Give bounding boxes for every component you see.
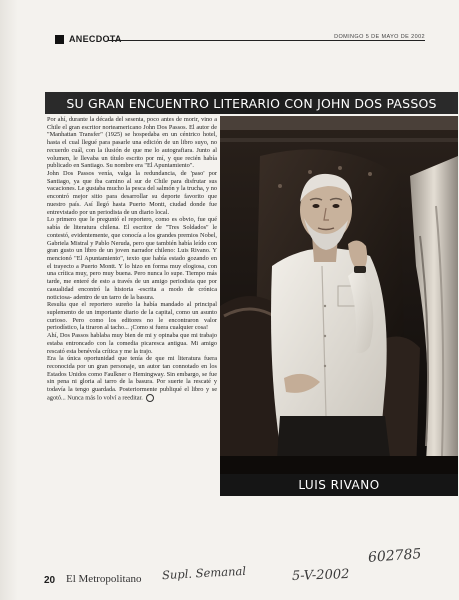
- article-paragraph: John Dos Passos venía, valga la redundancia, de 'paso' por Santiago, ya que iba camino al sur de Chile para disfrutar sus vacaciones. Le gustaba mucho la pesca del salmón y la trucha, y no encontró mejor sitio para desarrollar su deporte favorito que nuestro país. Así llegó hasta Puerto Montt, ciudad donde fue entrevistado por un periodista de un diario local.: [47, 170, 217, 216]
- article-body: [47, 116, 217, 478]
- section-marker-icon: [55, 35, 64, 44]
- headline: SU GRAN ENCUENTRO LITERARIO CON JOHN DOS PASSOS: [66, 95, 437, 111]
- header-rule: [108, 40, 425, 41]
- headline-band: [45, 92, 458, 114]
- article-paragraph: Resulta que el reportero sureño la había mandado al principal suplemento de un importante diario de la capital, como un asunto curioso. Pero como los editores no le encontraron valor periodístico, la tiraron al tacho... ¡Como si fuera cualquier cosa!: [47, 301, 217, 332]
- handwritten-archive-number: 602785: [367, 546, 422, 566]
- portrait-illustration: [220, 116, 458, 474]
- issue-date: DOMINGO 5 DE MAYO DE 2002: [330, 34, 425, 40]
- article-paragraph: Ahí, Dos Passos hablaba muy bien de mi y opinaba que mi trabajo estaba entroncado con la comedia picaresca antigua. Mi amigo rescató esta benévola crítica y me la trajo.: [47, 332, 217, 355]
- article-paragraph-last: [47, 355, 217, 402]
- article-paragraph: Lo primero que le preguntó el reportero, como es obvio, fue qué sabía de literatura chilena. El escritor de "Tres Soldados" le contestó, evidentemente, que conocía a los grandes premios Nobel, Gabriela Mistral y Pablo Neruda, pero que también había leído con gran gusto un libro de un joven narrador chileno: Luis Rivano. Y mencionó "El Apuntamiento", texto que había estado gozando en el trayecto a Puerto Montt. Y lo hizo en forma muy elogiosa, con una crítica muy, pero muy buena. Pero nunca lo supe. Tiempo más tarde, me enteré de esto a través de un amigo periodista que por casualidad encontró la historia -escrita a modo de crónica noticiosa- adentro de un tarro de la basura.: [47, 216, 217, 301]
- section-tag: [55, 34, 122, 44]
- scan-margin: [0, 0, 18, 600]
- photo-caption: LUIS RIVANO: [298, 478, 380, 492]
- publication-name: El Metropolitano: [66, 573, 142, 585]
- section-label: ANECDOTA: [69, 34, 122, 44]
- article-paragraph-text: Era la única oportunidad que tenía de que mi literatura fuera reconocida por un gran personaje, un autor tan connotado en los Estados Unidos como Faulkner o Hemingway. Sin embargo, se fue sin pena ni gloria al tarro de la basura. Por suerte la rescaté y todavía la tengo guardada. Posteriormente publiqué el libro y se agotó... Nunca más lo volví a reeditar.: [47, 355, 217, 402]
- caption-band: [220, 474, 458, 496]
- handwritten-date: 5-V-2002: [291, 567, 350, 584]
- handwritten-source: Supl. Semanal: [161, 563, 247, 583]
- portrait-photo: [220, 116, 458, 474]
- page-number: 20: [44, 575, 56, 586]
- end-mark-icon: [146, 394, 154, 402]
- article-paragraph: Por ahí, durante la década del sesenta, poco antes de morir, vino a Chile el gran escritor norteamericano John Dos Passos. El autor de "Manhattan Transfer" (1925) se hospedaba en un céntrico hotel, hasta el cual llegué para pasarle una edición de un libro suyo, no recuerdo cuál, con la ilusión de que me lo autografiara. Junto al volumen, le llevaba un título escrito por mí, y que recién había publicado en Santiago. Su nombre era "El Apuntamiento".: [47, 116, 217, 170]
